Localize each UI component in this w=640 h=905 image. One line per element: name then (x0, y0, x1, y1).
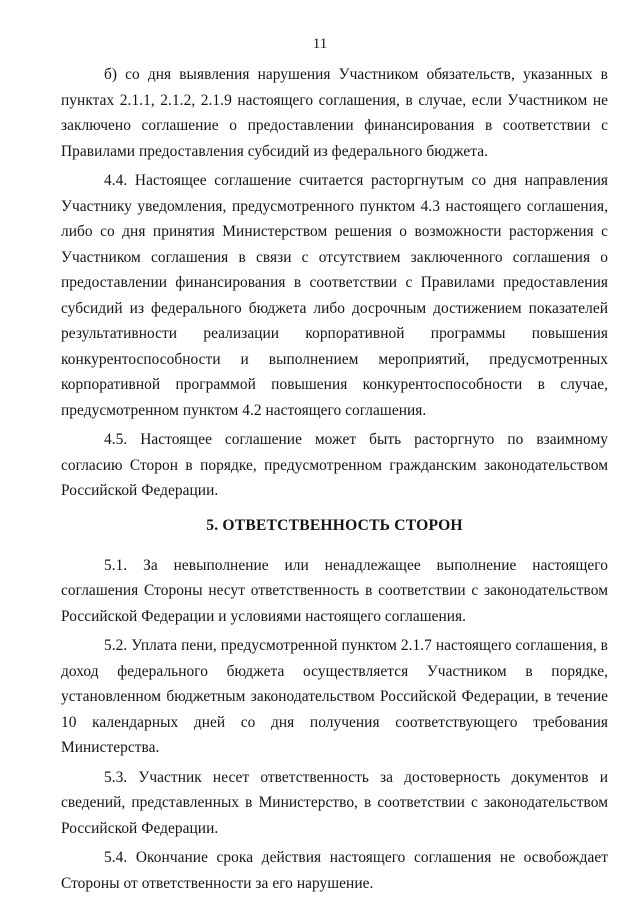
page-number: 11 (312, 36, 328, 52)
paragraph-5-2: 5.2. Уплата пени, предусмотренной пунктом 2.1.7 настоящего соглашения, в доход федерального бюджета осуществляется Участником в порядке, установленном бюджетным законодательством Российской Федерации, в течение 10 календарных дней со дня получения соответствующего требования Министерства. (61, 637, 608, 756)
paragraph-5-1: 5.1. За невыполнение или ненадлежащее выполнение настоящего соглашения Стороны несут ответственность в соответствии с законодательством Российской Федерации и условиями настоящего соглашения. (61, 556, 608, 625)
paragraph-4-3-b: б) со дня выявления нарушения Участником обязательств, указанных в пунктах 2.1.1, 2.1.2, 2.1.9 настоящего соглашения, в случае, если Участником не заключено соглашение о предоставлении финансирования в соответствии с Правилами предоставления субсидий из федерального бюджета. (61, 66, 608, 160)
section-4-continuation (61, 62, 608, 504)
paragraph-5-3: 5.3. Участник несет ответственность за достоверность документов и сведений, представленных в Министерство, в соответствии с законодательством Российской Федерации. (61, 768, 608, 837)
paragraph-4-5: 4.5. Настоящее соглашение может быть расторгнуто по взаимному согласию Сторон в порядке, предусмотренном гражданским законодательством Российской Федерации. (61, 431, 608, 499)
paragraph-5-4: 5.4. Окончание срока действия настоящего соглашения не освобождает Стороны от ответственности за его нарушение. (61, 849, 608, 892)
section-5 (61, 513, 608, 896)
paragraph-4-4: 4.4. Настоящее соглашение считается расторгнутым со дня направления Участнику уведомления, предусмотренного пунктом 4.3 настоящего соглашения, либо со дня принятия Министерством решения о возможности расторжения с Участником соглашения в связи с отсутствием заключенного соглашения о предоставлении финансирования в соответствии с Правилами предоставления субсидий из федерального бюджета либо досрочным достижением показателей результативности реализации корпоративной программы повышения конкурентоспособности и выполнением мероприятий, предусмотренных корпоративной программой повышения конкурентоспособности в случае, предусмотренном пунктом 4.2 настоящего соглашения. (61, 172, 608, 419)
section-5-heading: 5. ОТВЕТСТВЕННОСТЬ СТОРОН (206, 517, 463, 534)
